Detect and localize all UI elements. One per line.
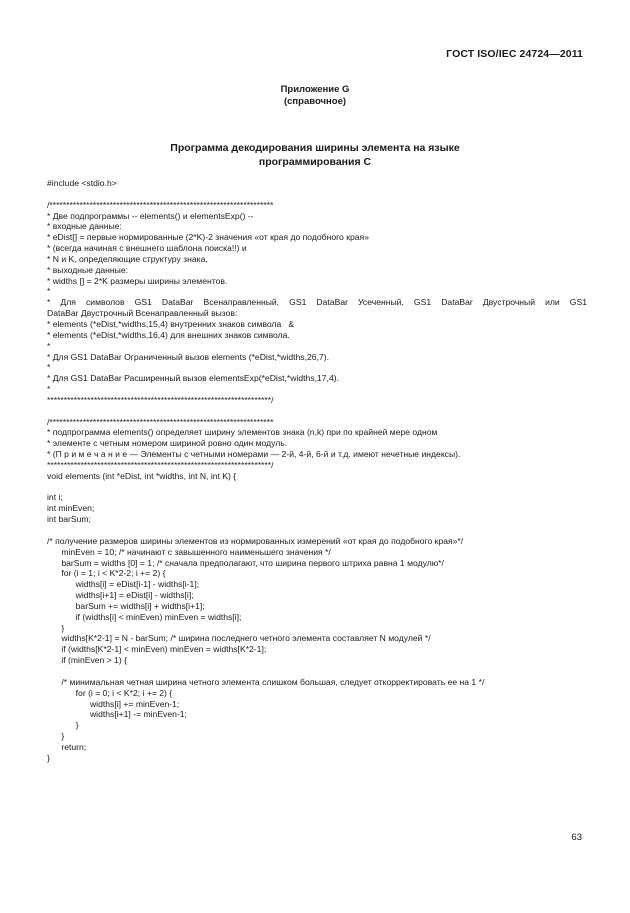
code-line: /******************************************************************* [47,199,274,210]
code-line: * подпрограмма elements() определяет ширину элементов знака (n,k) при по крайней мере одном [47,427,438,438]
code-line: * Две подпрограммы -- elements() и elementsExp() -- [47,210,254,221]
appendix-title [0,141,630,169]
code-line: * elements (*eDist,*widths,15,4) внутренних знаков символа & [47,318,295,329]
code-line: widths[i+1] -= minEven-1; [47,709,187,720]
code-line: * [47,362,51,373]
code-line: * eDist[] = первые нормированные (2*K)-2 значения «от края до подобного края» [47,232,369,243]
code-line: } [47,731,65,742]
code-line: for (i = 1; i < K*2-2; i += 2) { [47,568,166,579]
title-line: программирования C [258,156,372,168]
code-line: widths[i] += minEven-1; [47,698,180,709]
code-line: * Для GS1 DataBar Ограниченный вызов elements (*eDist,*widths,26,7). [47,351,329,362]
code-line: if (widths[K*2-1] < minEven) minEven = widths[K*2-1]; [47,644,267,655]
variable-declarations [47,492,587,525]
code-line: barSum += widths[i] + widths[i+1]; [47,600,205,611]
code-line: * [47,384,51,395]
code-line: barSum = widths [0] = 1; /* сначала предполагают, что ширина первого штриха равна 1 модулю*/ [47,557,444,568]
code-line: * Для символов GS1 DataBar Всенаправленный, GS1 DataBar Усеченный, GS1 DataBar Двустрочный или GS1 [47,297,587,308]
comment-block-elements [47,417,587,482]
code-line: } [47,622,65,633]
code-line: } [47,752,50,763]
code-line: *******************************************************************/ [47,459,274,470]
code-line: * элементе с четным номером шириной ровно один модуль. [47,438,288,449]
appendix-note: (справочное) [283,96,347,107]
code-line: widths[i] = eDist[i-1] - widths[i-1]; [47,579,200,590]
appendix-label: Приложение G [280,84,350,95]
code-line: widths[K*2-1] = N - barSum; /* ширина последнего четного элемента составляет N модулей */ [47,633,431,644]
code-line: return; [47,741,87,752]
code-line: * выходные данные: [47,264,128,275]
comment-block-overview [47,200,587,406]
code-line: widths[i+1] = eDist[i] - widths[i]; [47,590,194,601]
standard-header: ГОСТ ISO/IEC 24724—2011 [446,48,583,60]
code-line: /* минимальная четная ширина четного элемента слишком большая, следует откорректировать ее на 1 */ [47,676,485,687]
title-line: Программа декодирования ширины элемента на языке [170,142,460,154]
code-line: for (i = 0; i < K*2; i += 2) { [47,687,173,698]
code-line: * elements (*eDist,*widths,16,4) для внешних знаков символа. [47,329,290,340]
code-listing [47,178,587,764]
code-line: if (minEven > 1) { [47,655,127,666]
page-number: 63 [571,832,582,843]
code-line: * (П р и м е ч а н и е — Элементы с четными номерами — 2-й, 4-й, 6-й и т.д. имеют нечетные индексы). [47,449,461,460]
code-line: * [47,286,51,297]
code-line: minEven = 10; /* начинают с завышенного наименьшего значения */ [47,546,331,557]
code-include: #include <stdio.h> [47,178,117,188]
code-line: * входные данные: [47,221,122,232]
code-line: * (всегда начиная с внешнего шаблона поиска!!) и [47,243,247,254]
code-line: int barSum; [47,514,91,525]
code-line: /* получение размеров ширины элементов из нормированных измерений «от края до подобного края»*/ [47,535,464,546]
code-line: * [47,340,51,351]
code-line: void elements (int *eDist, int *widths, int N, int K) { [47,470,237,481]
code-line: int minEven; [47,503,95,514]
code-line: } [47,720,79,731]
code-line: * widths [] = 2*K размеры ширины элементов. [47,275,228,286]
code-line: /******************************************************************* [47,416,274,427]
code-line: int i; [47,492,63,503]
code-line: DataBar Двустрочный Всенаправленный вызов: [47,308,238,319]
function-body [47,536,587,764]
code-line: *******************************************************************/ [47,394,274,405]
code-line: * N и K, определяющие структуру знака, [47,253,208,264]
code-line: * Для GS1 DataBar Расширенный вызов elementsExp(*eDist,*widths,17,4). [47,373,339,384]
code-line: if (widths[i] < minEven) minEven = widths[i]; [47,611,242,622]
